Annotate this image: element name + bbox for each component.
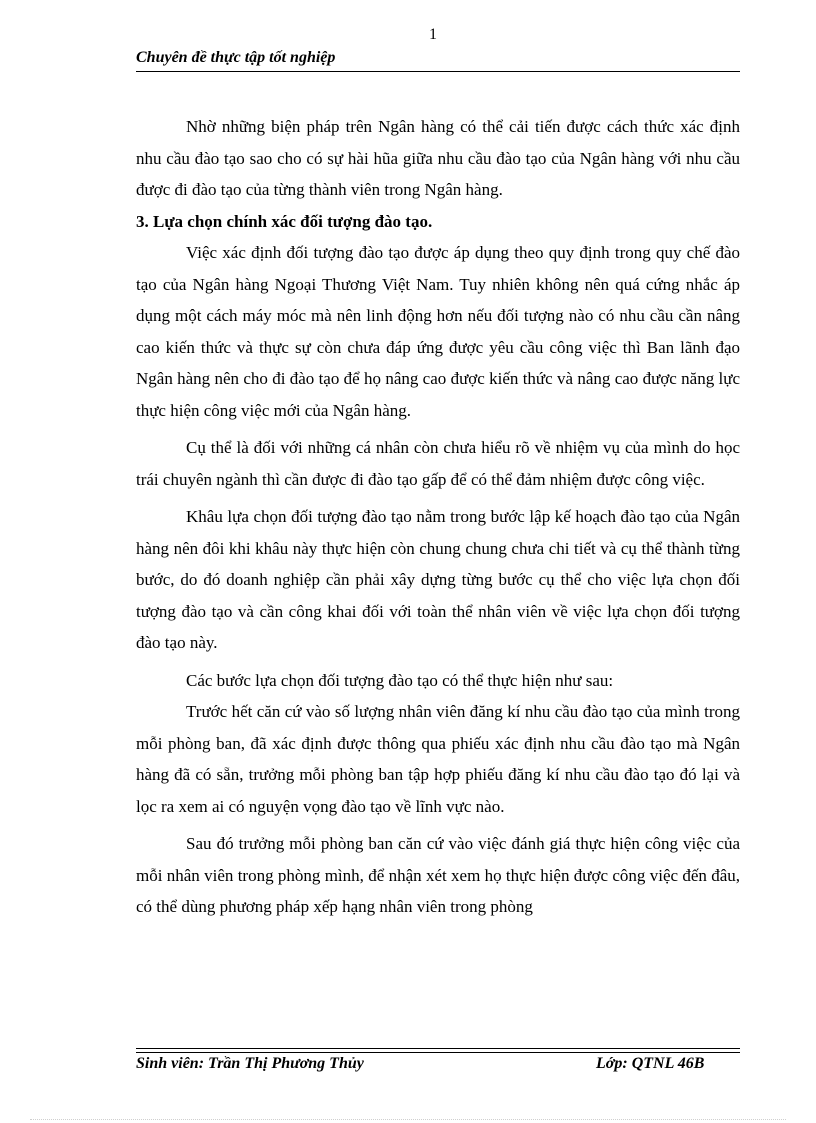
paragraph-6: Trước hết căn cứ vào số lượng nhân viên đăng kí nhu cầu đào tạo của mình trong mỗi phòng ban, đã xác định được thông qua phiếu xác định nhu cầu đào tạo mà Ngân hàng đã có sẵn, trưởng mỗi phòng ban tập hợp phiếu đăng kí nhu cầu đào tạo đó lại và lọc ra xem ai có nguyện vọng đào tạo về lĩnh vực nào. <box>136 702 740 816</box>
header-rule <box>136 71 740 72</box>
footer-rule-bottom <box>136 1052 740 1053</box>
footer-rule-top <box>136 1048 740 1049</box>
paragraph-7: Sau đó trưởng mỗi phòng ban căn cứ vào việc đánh giá thực hiện công việc của mỗi nhân viên trong phòng mình, để nhận xét xem họ thực hiện được công việc đến đâu, có thể dùng phương pháp xếp hạng nhân viên trong phòng <box>136 834 740 916</box>
section-heading: 3. Lựa chọn chính xác đối tượng đào tạo. <box>136 211 433 231</box>
header-title: Chuyên đề thực tập tốt nghiệp <box>136 49 336 66</box>
footer-student-name: Sinh viên: Trần Thị Phương Thủy <box>136 1055 364 1072</box>
paragraph-3: Cụ thể là đối với những cá nhân còn chưa hiểu rõ về nhiệm vụ của mình do học trái chuyên ngành thì cần được đi đào tạo gấp để có thể đảm nhiệm được công việc. <box>136 438 740 489</box>
page-bottom-border <box>30 1119 786 1120</box>
paragraph-2: Việc xác định đối tượng đào tạo được áp dụng theo quy định trong quy chế đào tạo của Ngân hàng Ngoại Thương Việt Nam. Tuy nhiên không nên quá cứng nhắc áp dụng một cách máy móc mà nên linh động hơn nếu đối tượng nào có nhu cầu cần nâng cao kiến thức và thực sự còn chưa đáp ứng được yêu cầu công việc thì Ban lãnh đạo Ngân hàng nên cho đi đào tạo để họ nâng cao được kiến thức và nâng cao được năng lực thực hiện công việc mới của Ngân hàng. <box>136 243 740 420</box>
paragraph-5: Các bước lựa chọn đối tượng đào tạo có thể thực hiện như sau: <box>186 670 614 690</box>
paragraph-4: Khâu lựa chọn đối tượng đào tạo nằm trong bước lập kế hoạch đào tạo của Ngân hàng nên đôi khi khâu này thực hiện còn chung chung chưa chi tiết và cụ thể thành từng bước, do đó doanh nghiệp cần phải xây dựng từng bước cụ thể cho việc lựa chọn đối tượng đào tạo và cần công khai đối với toàn thể nhân viên về việc lựa chọn đối tượng đào tạo này. <box>136 507 740 652</box>
page-number: 1 <box>429 26 437 43</box>
footer-class: Lớp: QTNL 46B <box>596 1055 705 1072</box>
paragraph-1: Nhờ những biện pháp trên Ngân hàng có thể cải tiến được cách thức xác định nhu cầu đào tạo sao cho có sự hài hũa giữa nhu cầu đào tạo của Ngân hàng với nhu cầu được đi đào tạo của từng thành viên trong Ngân hàng. <box>136 117 740 199</box>
document-body <box>136 111 740 923</box>
